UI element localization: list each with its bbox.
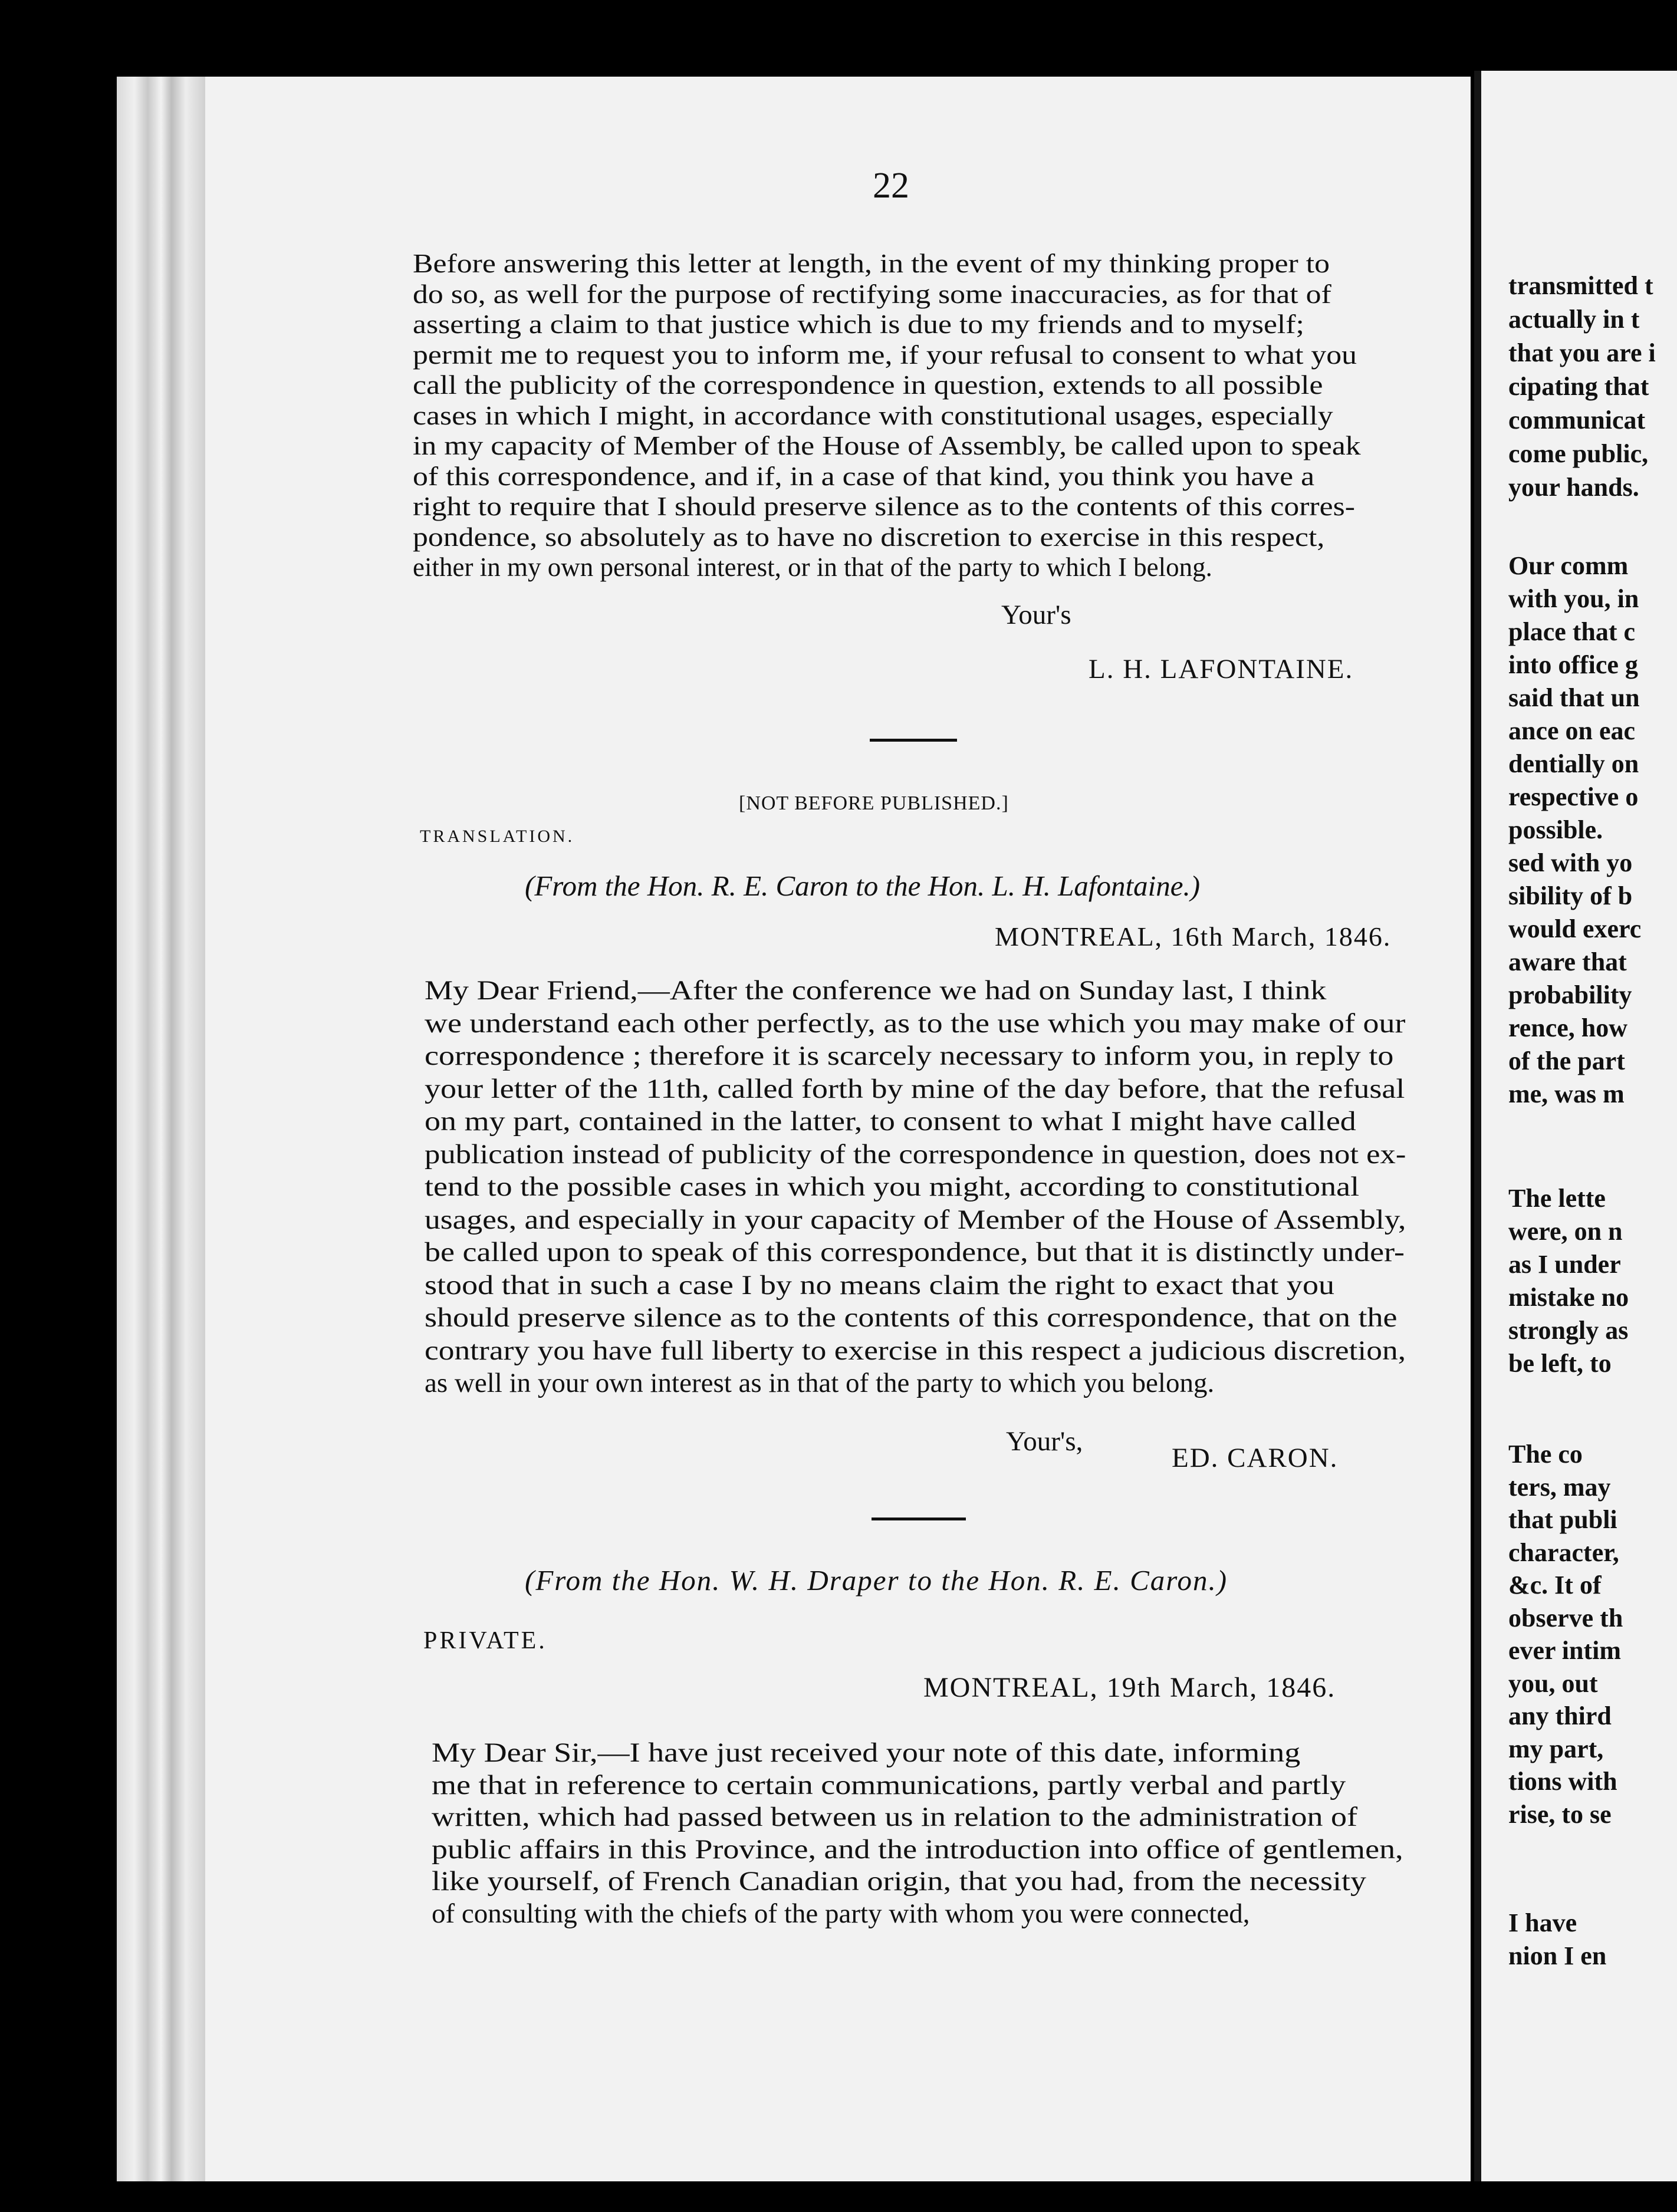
right-page-line: my part, bbox=[1508, 1734, 1604, 1763]
right-page-line: dentially on bbox=[1508, 749, 1639, 778]
letter-caron-heading: (From the Hon. R. E. Caron to the Hon. L. H. Lafontaine.) bbox=[525, 870, 1201, 902]
right-page-line: ters, may bbox=[1508, 1472, 1611, 1502]
right-page-line: I have bbox=[1508, 1908, 1577, 1937]
body-line: either in my own personal interest, or in that of the party to which I belong. bbox=[413, 552, 1212, 582]
right-page-line: any third bbox=[1508, 1701, 1612, 1730]
right-page-line: aware that bbox=[1508, 947, 1627, 976]
right-page-line: that you are i bbox=[1508, 338, 1656, 367]
right-page-line: with you, in bbox=[1508, 584, 1639, 613]
right-page-line: sed with yo bbox=[1508, 848, 1633, 877]
letter-caron-signature: ED. CARON. bbox=[1172, 1443, 1339, 1473]
body-line: should preserve silence as to the contents of this correspondence, that on the bbox=[425, 1302, 1398, 1333]
right-page-line: The lette bbox=[1508, 1184, 1606, 1213]
right-page-line: ever intim bbox=[1508, 1636, 1622, 1665]
right-page-line: would exerc bbox=[1508, 914, 1642, 943]
body-line: as well in your own interest as in that of the party to which you belong. bbox=[425, 1368, 1215, 1398]
right-page-line: that publi bbox=[1508, 1505, 1617, 1534]
book-spine bbox=[117, 77, 205, 2181]
right-page-line: probability bbox=[1508, 980, 1632, 1009]
body-line: me that in reference to certain communications, partly verbal and partly bbox=[432, 1769, 1346, 1800]
right-page-line: respective o bbox=[1508, 782, 1639, 811]
letter-draper-heading: (From the Hon. W. H. Draper to the Hon. R. E. Caron.) bbox=[525, 1564, 1228, 1597]
right-page-line: me, was m bbox=[1508, 1079, 1625, 1108]
right-page-line: &c. It of bbox=[1508, 1571, 1602, 1599]
body-line: we understand each other perfectly, as to the use which you may make of our bbox=[425, 1008, 1406, 1039]
letter-lafontaine-closing: Your's bbox=[1001, 600, 1071, 630]
body-line: correspondence ; therefore it is scarcely necessary to inform you, in reply to bbox=[425, 1041, 1394, 1071]
right-page-line: communicat bbox=[1508, 406, 1646, 434]
body-line: written, which had passed between us in relation to the administration of bbox=[432, 1802, 1358, 1832]
right-page-line: The co bbox=[1508, 1440, 1583, 1469]
right-page-line: strongly as bbox=[1508, 1316, 1629, 1345]
right-page-line: into office g bbox=[1508, 650, 1638, 679]
body-line: your letter of the 11th, called forth by mine of the day before, that the refusal bbox=[425, 1073, 1405, 1104]
body-line: of consulting with the chiefs of the party with whom you were connected, bbox=[432, 1898, 1250, 1929]
right-page-line: you, out bbox=[1508, 1668, 1598, 1698]
body-line: do so, as well for the purpose of rectifying some inaccuracies, as for that of bbox=[413, 279, 1331, 309]
not-before-published-note: [NOT BEFORE PUBLISHED.] bbox=[739, 792, 1009, 814]
section-divider bbox=[872, 1518, 966, 1520]
right-page-line: observe th bbox=[1508, 1603, 1623, 1632]
letter-caron-closing: Your's, bbox=[1006, 1426, 1083, 1457]
body-line: publication instead of publicity of the correspondence in question, does not ex- bbox=[425, 1138, 1406, 1170]
body-line: My Dear Friend,—After the conference we had on Sunday last, I think bbox=[425, 975, 1327, 1006]
right-page-line: of the part bbox=[1508, 1046, 1625, 1075]
right-page-line: transmitted t bbox=[1508, 271, 1653, 300]
right-page-line: were, on n bbox=[1508, 1217, 1623, 1246]
right-page-line: ance on eac bbox=[1508, 716, 1636, 745]
body-line: stood that in such a case I by no means claim the right to exact that you bbox=[425, 1269, 1335, 1301]
right-page-line: come public, bbox=[1508, 439, 1649, 468]
right-page-line: nion I en bbox=[1508, 1941, 1607, 1970]
right-page-line: as I under bbox=[1508, 1250, 1621, 1279]
body-line: like yourself, of French Canadian origin, that you had, from the necessity bbox=[432, 1866, 1367, 1897]
right-page-line: character, bbox=[1508, 1538, 1619, 1567]
private-label: PRIVATE. bbox=[423, 1627, 547, 1654]
body-line: tend to the possible cases in which you might, according to constitutional bbox=[425, 1171, 1360, 1202]
right-page-line: your hands. bbox=[1508, 473, 1639, 502]
body-line: My Dear Sir,—I have just received your note of this date, informing bbox=[432, 1737, 1301, 1768]
right-page-line: sibility of b bbox=[1508, 881, 1633, 910]
body-line: asserting a claim to that justice which is due to my friends and to myself; bbox=[413, 310, 1304, 339]
right-page-line: place that c bbox=[1508, 617, 1636, 646]
body-line: in my capacity of Member of the House of Assembly, be called upon to speak bbox=[413, 431, 1361, 460]
right-page-line: rence, how bbox=[1508, 1013, 1628, 1042]
body-line: usages, and especially in your capacity of Member of the House of Assembly, bbox=[425, 1204, 1406, 1235]
right-page-line: be left, to bbox=[1508, 1349, 1612, 1378]
body-line: Before answering this letter at length, in the event of my thinking proper to bbox=[413, 249, 1330, 278]
body-line: call the publicity of the correspondence in question, extends to all possible bbox=[413, 370, 1323, 400]
right-page-line: mistake no bbox=[1508, 1283, 1629, 1312]
right-page-line: Our comm bbox=[1508, 551, 1629, 580]
right-page-line: cipating that bbox=[1508, 372, 1649, 401]
right-page-line: actually in t bbox=[1508, 305, 1640, 334]
letter-caron-date: MONTREAL, 16th March, 1846. bbox=[995, 921, 1392, 952]
body-line: public affairs in this Province, and the introduction into office of gentlemen, bbox=[432, 1834, 1403, 1865]
right-page-line: rise, to se bbox=[1508, 1799, 1612, 1829]
right-page-line: said that un bbox=[1508, 683, 1640, 712]
page-number: 22 bbox=[873, 166, 909, 206]
right-page-line: possible. bbox=[1508, 815, 1603, 844]
body-line: be called upon to speak of this correspondence, but that it is distinctly under- bbox=[425, 1237, 1405, 1268]
section-divider bbox=[870, 739, 957, 742]
letter-lafontaine-signature: L. H. LAFONTAINE. bbox=[1089, 654, 1354, 684]
body-line: of this correspondence, and if, in a case of that kind, you think you have a bbox=[413, 461, 1315, 491]
body-line: pondence, so absolutely as to have no discretion to exercise in this respect, bbox=[413, 522, 1325, 552]
letter-draper-date: MONTREAL, 19th March, 1846. bbox=[923, 1672, 1336, 1703]
body-line: right to require that I should preserve silence as to the contents of this corres- bbox=[413, 492, 1356, 521]
right-page-line: tions with bbox=[1508, 1767, 1617, 1796]
body-line: cases in which I might, in accordance with constitutional usages, especially bbox=[413, 400, 1333, 430]
body-line: contrary you have full liberty to exercise in this respect a judicious discretion, bbox=[425, 1335, 1406, 1366]
body-line: permit me to request you to inform me, if your refusal to consent to what you bbox=[413, 340, 1357, 370]
body-line: on my part, contained in the latter, to consent to what I might have called bbox=[425, 1106, 1356, 1137]
translation-label: TRANSLATION. bbox=[420, 827, 575, 846]
